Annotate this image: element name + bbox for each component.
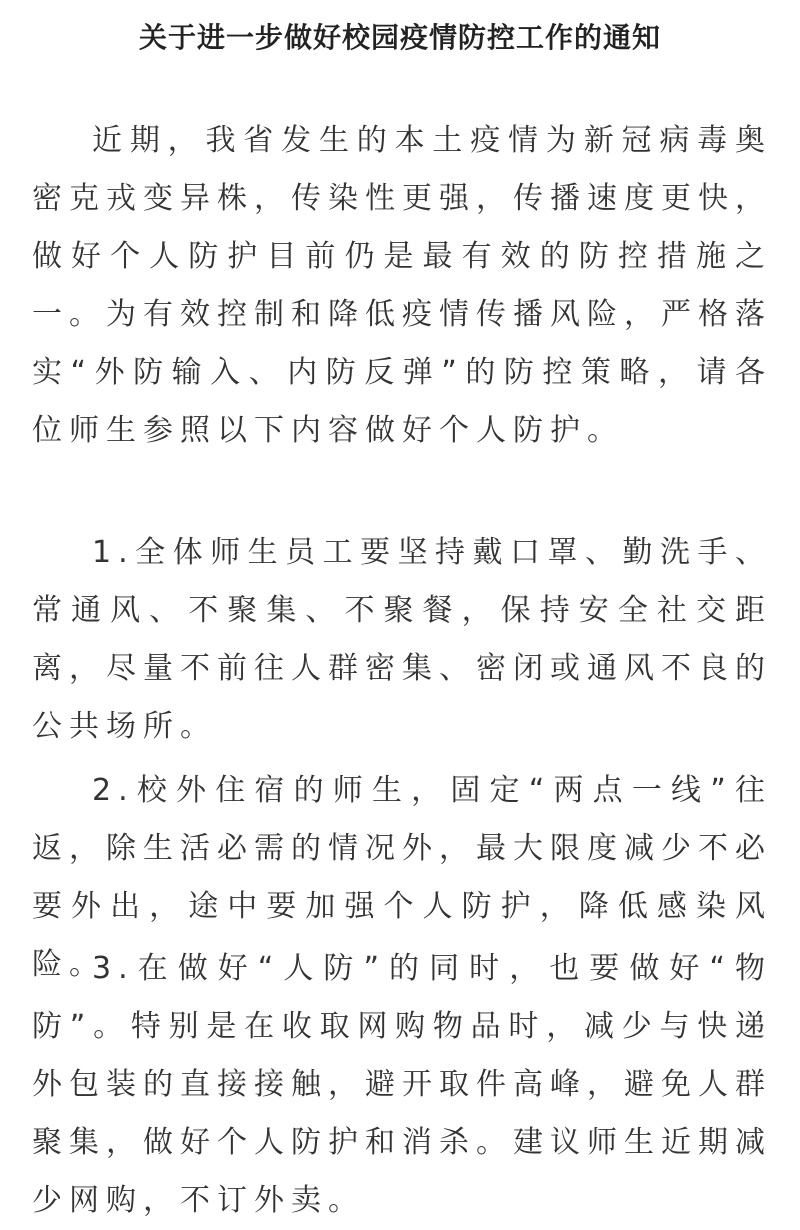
document-title: 关于进一步做好校园疫情防控工作的通知 xyxy=(138,21,661,54)
intro-paragraph: 近期，我省发生的本土疫情为新冠病毒奥密克戎变异株，传染性更强，传播速度更快，做好个人防护目前仍是最有效的防控措施之一。为有效控制和降低疫情传播风险，严格落实“外防输入、内防反弹”的防控策略，请各位师生参照以下内容做好个人防护。 xyxy=(32,123,772,448)
list-item: 2.校外住宿的师生，固定“两点一线”往返，除生活必需的情况外，最大限度减少不必要外出，途中要加强个人防护，降低感染风险。 xyxy=(32,773,772,982)
list-item: 1.全体师生员工要坚持戴口罩、勤洗手、常通风、不聚集、不聚餐，保持安全社交距离，尽量不前往人群密集、密闭或通风不良的公共场所。 xyxy=(32,535,772,744)
list-item: 3.在做好“人防”的同时，也要做好“物防”。特别是在收取网购物品时，减少与快递外包装的直接接触，避开取件高峰，避免人群聚集，做好个人防护和消杀。建议师生近期减少网购，不订外卖。 xyxy=(32,951,772,1218)
